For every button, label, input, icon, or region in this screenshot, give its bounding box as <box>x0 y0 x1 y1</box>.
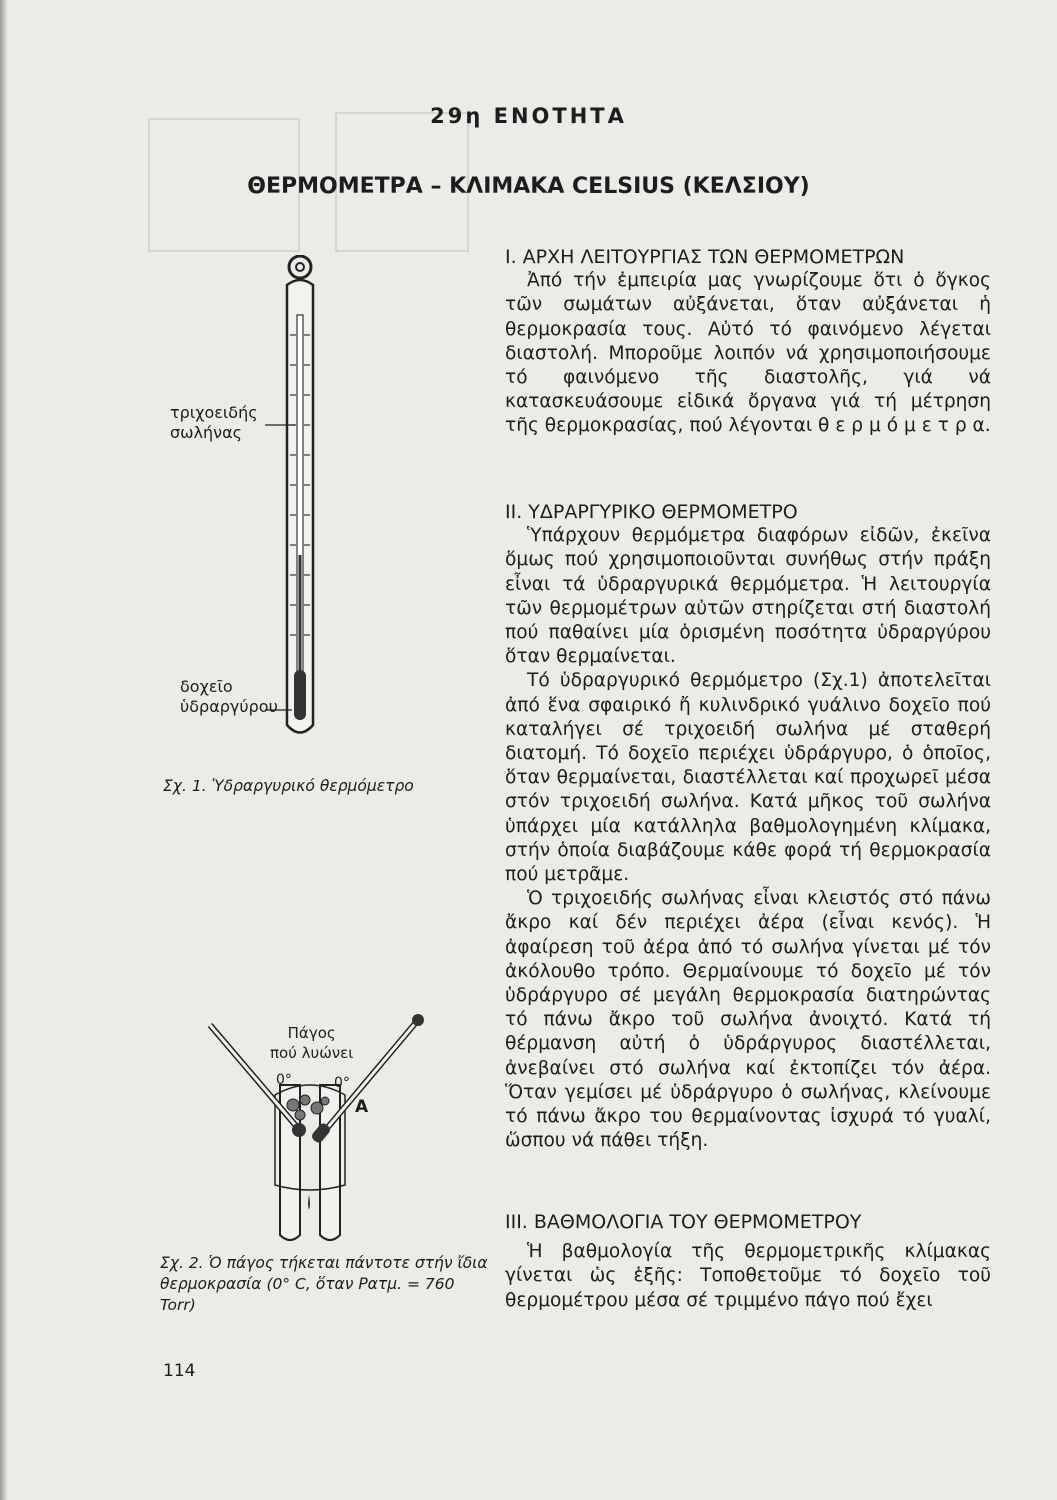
zero-mark-right: 0° <box>334 1075 350 1091</box>
section-calibration <box>505 1210 991 1313</box>
paragraph: Ἡ βαθμολογία τῆς θερμομετρικῆς κλίμακας γίνεται ὡς ἑξῆς: Τοποθετοῦμε τό δοχεῖο τοῦ θερμομέτρου μέσα σέ τριμμένο πάγο πού ἔχει <box>505 1241 991 1311</box>
paragraph: Τό ὑδραργυρικό θερμόμετρο (Σχ.1) ἀποτελεῖται ἀπό ἕνα σφαιρικό ἤ κυλινδρικό γυάλινο δοχεῖο πού καταλήγει σέ τριχοειδή σωλήνα μέ σταθερή διατομή. Τό δοχεῖο περιέχει ὑδράργυρο, ὁ ὁποῖος, ὅταν θερμαίνεται, διαστέλλεται καί προχωρεῖ μέσα στόν τριχοειδή σωλήνα. Κατά μῆκος τοῦ σωλήνα ὑπάρχει μία κατάλληλα βαθμολογημένη κλίμακα, στήν ὁποία διαβάζουμε κάθε φορά τή θερμοκρασία πού μετρᾶμε. <box>505 670 991 886</box>
section-heading: Ι. ΑΡΧΗ ΛΕΙΤΟΥΡΓΙΑΣ ΤΩΝ ΘΕΡΜΟΜΕΤΡΩΝ <box>505 246 905 268</box>
paragraph: Ἀπό τήν ἐμπειρία μας γνωρίζουμε ὅτι ὁ ὄγκος τῶν σωμάτων αὐξάνεται, ὅταν αὐξάνεται ἡ θερμοκρασία τους. Αὐτό τό φαινόμενο λέγεται διαστολή. Μποροῦμε λοιπόν νά χρησιμοποιήσουμε τό φαινόμενο τῆς διαστολῆς, γιά νά κατασκευάσουμε εἰδικά ὄργανα γιά τή μέτρηση τῆς θερμοκρασίας, πού λέγονται θ ε ρ μ ό μ ε τ ρ α. <box>505 270 991 437</box>
section-heading: ΙΙ. ΥΔΡΑΡΓΥΡΙΚΟ ΘΕΡΜΟΜΕΤΡΟ <box>505 501 798 523</box>
ice-label: Πάγος πού λυώνει <box>270 1024 354 1062</box>
page-edge <box>0 0 8 1500</box>
section-heading: ΙΙΙ. ΒΑΘΜΟΛΟΓΙΑ ΤΟΥ ΘΕΡΜΟΜΕΤΡΟΥ <box>505 1211 862 1233</box>
unit-heading: 29η ΕΝΟΤΗΤΑ <box>430 104 627 128</box>
paragraph: Ὁ τριχοειδής σωλήνας εἶναι κλειστός στό πάνω ἄκρο καί δέν περιέχει ἀέρα (εἶναι κενός). Ἡ ἀφαίρεση τοῦ ἀέρα ἀπό τό σωλήνα γίνεται μέ τόν ἀκόλουθο τρόπο. Θερμαίνουμε τό δοχεῖο μέ τόν ὑδράργυρο σέ μεγάλη θερμοκρασία διατηρώντας τό πάνω ἄκρο τοῦ σωλήνα ἀνοιχτό. Κατά τή θέρμανση αὐτή ὁ ὑδράργυρος διαστέλλεται, ἀνεβαίνει στό σωλήνα καί ἐκτοπίζει τόν ἀέρα. Ὅταν γεμίσει μέ ὑδράργυρο ὁ σωλήνας, κλείνουμε τό πάνω ἄκρο του θερμαίνοντας ἰσχυρά τό γυαλί, ὥσπου νά πάθει τήξη. <box>505 888 991 1152</box>
section-operating-principle <box>505 245 991 439</box>
page-number: 114 <box>163 1361 196 1381</box>
point-a-label: A <box>355 1097 369 1117</box>
zero-mark-left: 0° <box>276 1072 292 1088</box>
figure1-caption: Σχ. 1. Ὑδραργυρικό θερμόμετρο <box>163 777 414 795</box>
figure2-caption: Σχ. 2. Ὁ πάγος τήκεται πάντοτε στήν ἴδια θερμοκρασία (0° C, ὅταν Ρατμ. = 760 Torr) <box>160 1254 488 1314</box>
tube-label: τριχοειδής σωλήνας <box>170 403 258 442</box>
paragraph: Ὑπάρχουν θερμόμετρα διαφόρων εἰδῶν, ἐκεῖνα ὅμως πού χρησιμοποιοῦνται συνήθως στήν πράξη εἶναι τά ὑδραργυρικά θερμόμετρα. Ἡ λειτουργία τῶν θερμομέτρων αὐτῶν στηρίζεται στή διαστολή πού παθαίνει μία ὁρισμένη ποσότητα ὑδραργύρου ὅταν θερμαίνεται. <box>505 525 991 668</box>
bulb-label: δοχεῖο ὑδραργύρου <box>180 677 278 716</box>
section-mercury-thermometer <box>505 500 991 1153</box>
page-title: ΘΕΡΜΟΜΕΤΡΑ – ΚΛΙΜΑΚΑ CELSIUS (ΚΕΛΣΙΟΥ) <box>247 174 810 199</box>
